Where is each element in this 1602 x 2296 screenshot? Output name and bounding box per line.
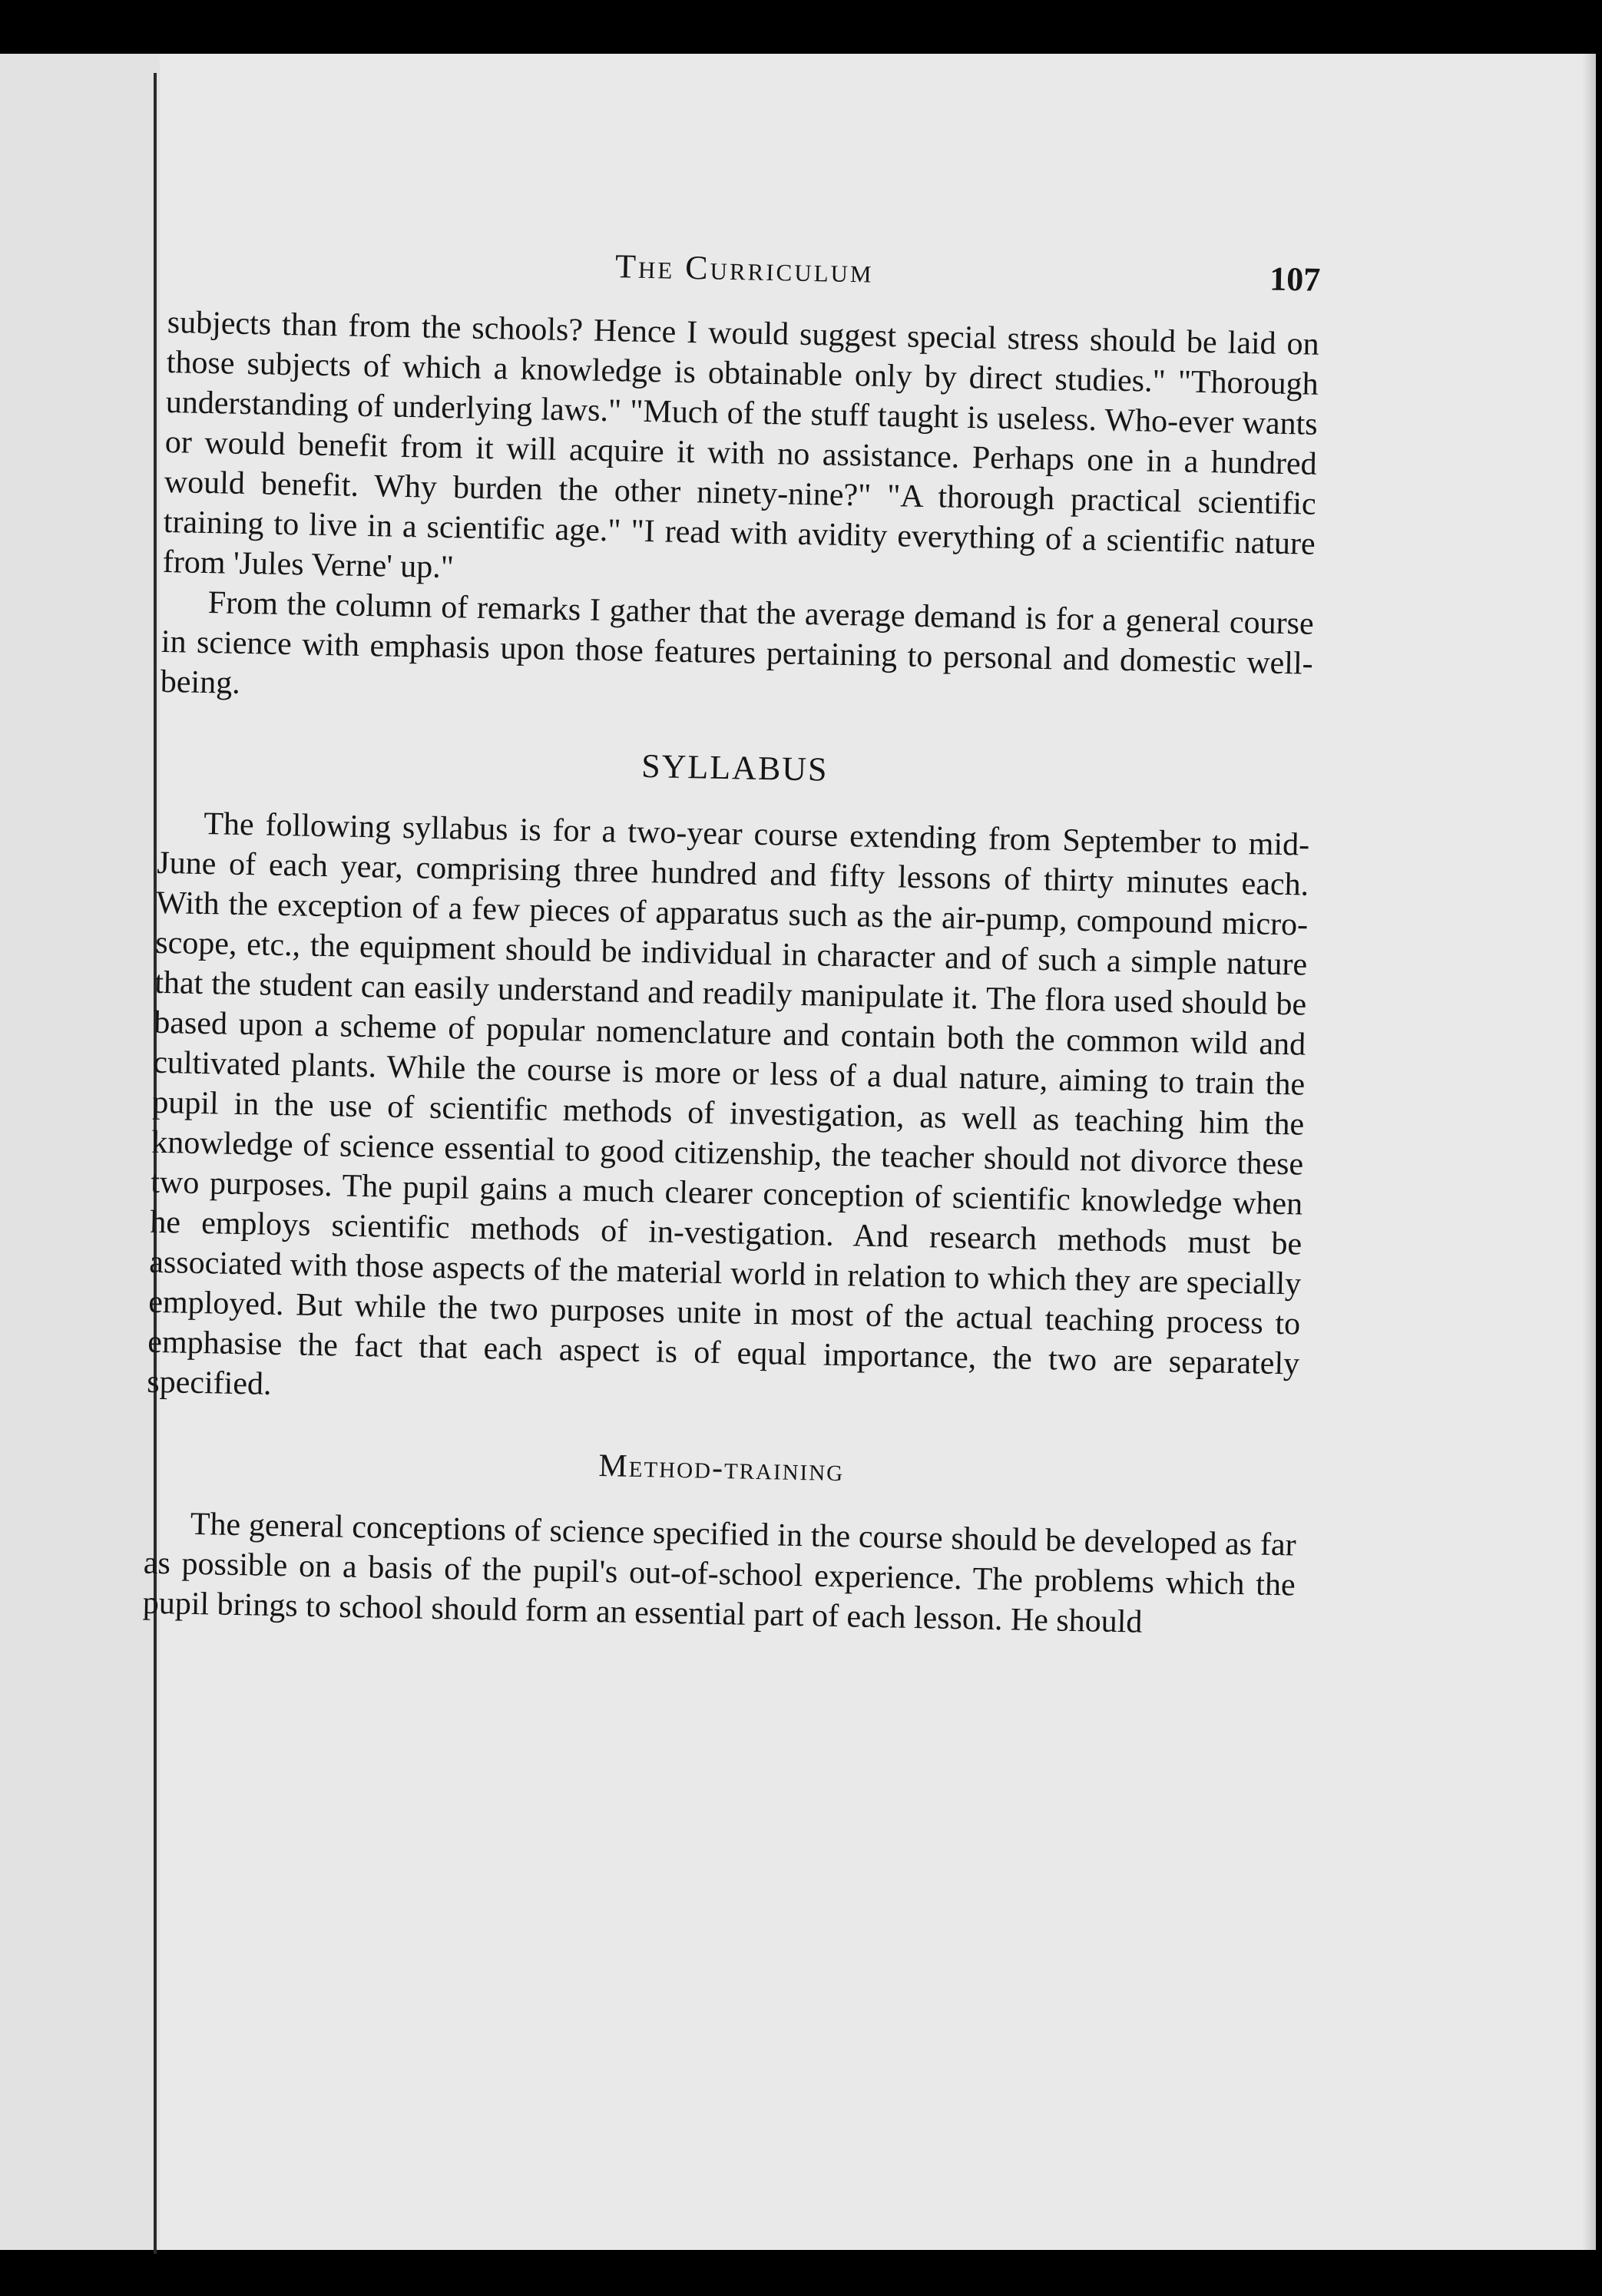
paragraph-method-training: The general conceptions of science specified in the course should be developed as far as possible on a basis of the pupil's out-of-school experience. The problems which the pupil brings to school should form an essential part of each lesson. He should xyxy=(142,1506,1297,1640)
paragraph-remarks: From the column of remarks I gather that the average demand is for a general course in science with emphasis upon those features pertaining to personal and domestic well-being. xyxy=(160,585,1315,701)
page-edge-shadow xyxy=(1582,54,1596,2250)
page-content xyxy=(142,238,1320,1645)
facing-page-edge xyxy=(0,54,161,2250)
paragraph-syllabus: The following syllabus is for a two-year course extending from September to mid-June of each year, comprising three hundred and fifty lessons of thirty minutes each. With the exception of a few pieces of apparatus such as the air-pump, compound micro-scope, etc., the equipment should be individual in character and of such a simple nature that the student can easily understand and readily manipulate it. The flora used should be based upon a scheme of popular nomenclature and contain both the common wild and cultivated plants. While the course is more or less of a dual nature, aiming to train the pupil in the use of scientific methods of investigation, as well as teaching him the knowledge of science essential to good citizenship, the teacher should not divorce these two purposes. The pupil gains a much clearer conception of scientific knowledge when he employs scientific methods of in-vestigation. And research methods must be associated with those aspects of the material world in relation to which they are specially employed. But while the two purposes unite in most of the actual teaching process to emphasise the fact that each aspect is of equal importance, the two are separately specified. xyxy=(146,806,1310,1402)
running-title: The Curriculum xyxy=(614,247,875,290)
paragraph-continued: subjects than from the schools? Hence I would suggest special stress should be laid on those subjects of which a knowledge is obtainable only by direct studies." "Thorough understanding of underlying laws." "Much of the stuff taught is useless. Who-ever wants or would benefit from it will acquire it with no assistance. Perhaps one in a hundred would benefit. Why burden the other ninety-nine?" "A thorough practical scientific training to live in a scientific age." "I read with avidity everything of a scientific nature from 'Jules Verne' up." xyxy=(162,304,1320,586)
page-number: 107 xyxy=(1269,260,1321,299)
section-heading-syllabus: SYLLABUS xyxy=(640,746,829,789)
section-heading-method-training: Method-training xyxy=(598,1448,845,1489)
